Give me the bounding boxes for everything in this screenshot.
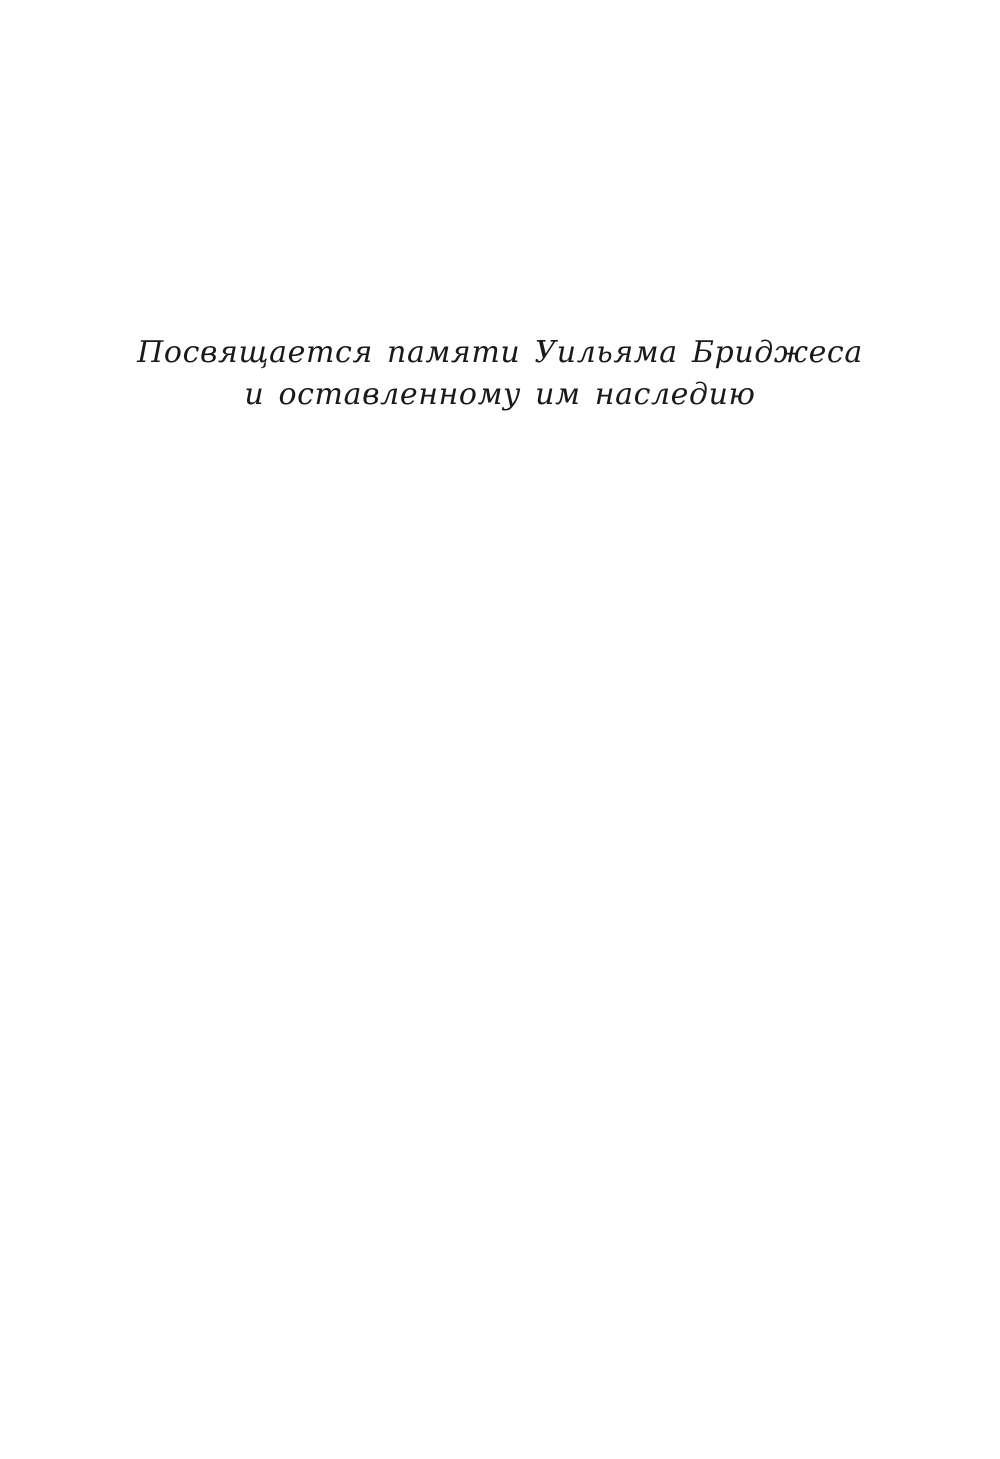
dedication-line-2: и оставленному им наследию [244, 377, 756, 412]
dedication [0, 332, 1000, 416]
dedication-line-1: Посвящается памяти Уильяма Бриджеса [137, 335, 863, 370]
